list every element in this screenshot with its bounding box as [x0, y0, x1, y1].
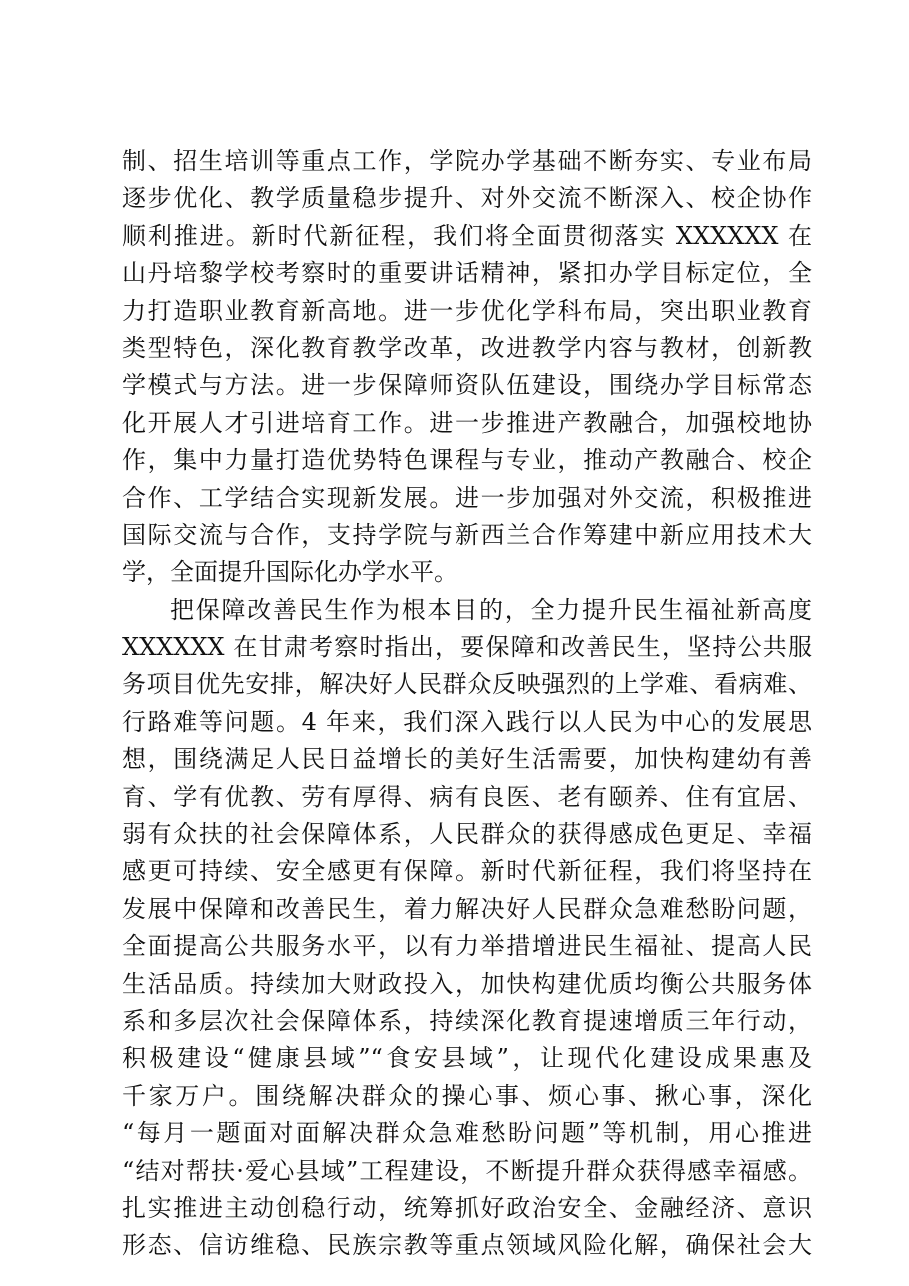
text-line: 作，集中力量打造优势特色课程与专业，推动产教融合、校企 [122, 446, 812, 475]
text-line: 务项目优先安排，解决好人民群众反映强烈的上学难、看病难、 [122, 670, 812, 699]
text-line: 积极建设“健康县域”“食安县域”，让现代化建设成果惠及 [122, 1044, 812, 1073]
text-line: 系和多层次社会保障体系，持续深化教育提速增质三年行动， [122, 1006, 812, 1035]
text-line: 形态、信访维稳、民族宗教等重点领域风险化解，确保社会大 [122, 1231, 812, 1260]
text-line: 生活品质。持续加大财政投入，加快构建优质均衡公共服务体 [122, 969, 812, 998]
text-line: XXXXXX 在甘肃考察时指出，要保障和改善民生，坚持公共服 [122, 633, 812, 662]
text-line: 逐步优化、教学质量稳步提升、对外交流不断深入、校企协作 [122, 184, 812, 213]
text-line: 扎实推进主动创稳行动，统筹抓好政治安全、金融经济、意识 [122, 1193, 812, 1222]
text-line: 育、学有优教、劳有厚得、病有良医、老有颐养、住有宜居、 [122, 782, 812, 811]
text-line: 全面提高公共服务水平，以有力举措增进民生福祉、提高人民 [122, 932, 812, 961]
text-line: 国际交流与合作，支持学院与新西兰合作筹建中新应用技术大 [122, 520, 812, 549]
body-text [122, 143, 812, 1265]
text-line: 合作、工学结合实现新发展。进一步加强对外交流，积极推进 [122, 483, 812, 512]
section-heading-line: 把保障改善民生作为根本目的，全力提升民生福祉新高度 [170, 595, 812, 624]
text-line: 想，围绕满足人民日益增长的美好生活需要，加快构建幼有善 [122, 745, 812, 774]
text-line: 发展中保障和改善民生，着力解决好人民群众急难愁盼问题， [122, 894, 812, 923]
text-line: 弱有众扶的社会保障体系，人民群众的获得感成色更足、幸福 [122, 820, 812, 849]
text-line: 感更可持续、安全感更有保障。新时代新征程，我们将坚持在 [122, 857, 812, 886]
text-line: 学，全面提升国际化办学水平。 [122, 558, 458, 587]
text-line: 顺利推进。新时代新征程，我们将全面贯彻落实 XXXXXX 在 [122, 221, 812, 250]
text-line: 类型特色，深化教育教学改革，改进教学内容与教材，创新教 [122, 333, 812, 362]
text-line: 行路难等问题。4 年来，我们深入践行以人民为中心的发展思 [122, 707, 812, 736]
text-line: 制、招生培训等重点工作，学院办学基础不断夯实、专业布局 [122, 147, 812, 175]
text-line: “每月一题面对面解决群众急难愁盼问题”等机制，用心推进 [122, 1119, 812, 1148]
text-line: 山丹培黎学校考察时的重要讲话精神，紧扣办学目标定位，全 [122, 259, 812, 288]
text-line: 化开展人才引进培育工作。进一步推进产教融合，加强校地协 [122, 408, 812, 437]
text-line: 千家万户。围绕解决群众的操心事、烦心事、揪心事，深化 [122, 1081, 812, 1110]
text-line: 学模式与方法。进一步保障师资队伍建设，围绕办学目标常态 [122, 371, 812, 400]
text-line: “结对帮扶·爱心县域”工程建设，不断提升群众获得感幸福感。 [122, 1156, 812, 1185]
text-line: 力打造职业教育新高地。进一步优化学科布局，突出职业教育 [122, 296, 812, 325]
